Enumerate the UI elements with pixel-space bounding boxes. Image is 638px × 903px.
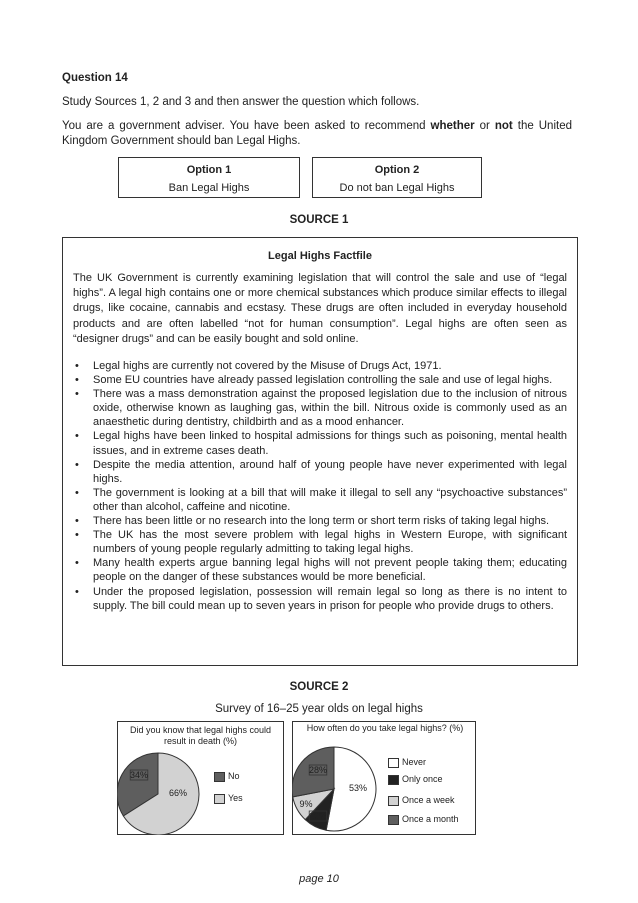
option-1-box	[118, 157, 300, 198]
legend-swatch	[388, 815, 399, 825]
option-2-heading: Option 2	[374, 164, 420, 176]
legend-swatch	[214, 772, 225, 782]
whether-word: whether	[430, 120, 475, 132]
survey-title: Survey of 16–25 year olds on legal highs	[215, 703, 423, 715]
factfile-bullets	[73, 359, 567, 613]
chart-1-legend-no: No	[214, 771, 240, 782]
chart-2-title: How often do you take legal highs? (%)	[306, 723, 464, 733]
chart-1-title: Did you know that legal highs could result in death (%)	[129, 725, 272, 746]
option-1-text: Ban Legal Highs	[168, 182, 250, 194]
not-word: not	[494, 120, 513, 132]
list-item: • There was a mass demonstration against the proposed legislation due to the inclusion of nitrous oxide, otherwise known as laughing gas, within the bill. Nitrous oxide is commonly used as an anaesthetic during dentistry, childbirth and as a mood enhancer.	[75, 388, 567, 429]
list-item: • Legal highs are currently not covered by the Misuse of Drugs Act, 1971.	[75, 360, 442, 372]
chart-frequency	[292, 721, 476, 835]
chart-1-legend-yes: Yes	[214, 793, 243, 804]
chart-2-legend-never: Never	[388, 757, 426, 768]
chart-2-data-label: 10%	[308, 811, 328, 821]
legend-swatch	[214, 794, 225, 804]
chart-1-pie	[117, 721, 284, 835]
factfile-title: Legal Highs Factfile	[268, 250, 372, 262]
chart-1-data-label: 66%	[168, 788, 188, 798]
chart-2-data-label: 28%	[308, 765, 328, 775]
factfile-box	[62, 237, 578, 666]
chart-death-awareness	[117, 721, 284, 835]
chart-2-legend-once-a-month: Once a month	[388, 814, 459, 825]
list-item: • The government is looking at a bill that will make it illegal to sell any “psychoactive substances” other than alcohol, caffeine and nicotine.	[75, 486, 567, 513]
list-item: • Some EU countries have already passed legislation controlling the sale and use of legal highs.	[75, 374, 553, 387]
chart-2-legend-once-a-week: Once a week	[388, 795, 455, 806]
legend-swatch	[388, 758, 399, 768]
question-scenario: You are a government adviser. You have been asked to recommend whether or not the United Kingdom Government should ban Legal Highs.	[62, 120, 572, 147]
page-number: page 10	[299, 873, 339, 885]
list-item: • The UK has the most severe problem with legal highs in Western Europe, with significant numbers of young people regularly admitting to taking legal highs.	[75, 529, 567, 556]
option-1-heading: Option 1	[186, 164, 232, 176]
list-item: • Legal highs have been linked to hospital admissions for things such as poisoning, mental health issues, and in extreme cases death.	[75, 430, 567, 457]
list-item: • There has been little or no research into the long term or short term risks of taking legal highs.	[75, 515, 550, 528]
list-item: • Under the proposed legislation, possession will remain legal so long as there is no intent to supply. The bill could mean up to seven years in prison for people who provide drugs to others.	[75, 585, 567, 612]
source-2-heading: SOURCE 2	[289, 681, 349, 693]
chart-1-data-label: 34%	[129, 770, 149, 780]
legend-swatch	[388, 775, 399, 785]
chart-2-data-label: 9%	[299, 799, 313, 809]
question-number: Question 14	[62, 72, 128, 84]
list-item: • Many health experts argue banning legal highs will not prevent people taking them; educating people on the danger of these substances would be more beneficial.	[75, 557, 567, 584]
list-item: • Despite the media attention, around half of young people have never experimented with legal highs.	[75, 458, 567, 485]
option-2-box	[312, 157, 482, 198]
option-2-text: Do not ban Legal Highs	[339, 182, 455, 194]
question-instruction: Study Sources 1, 2 and 3 and then answer the question which follows.	[62, 96, 420, 108]
legend-swatch	[388, 796, 399, 806]
source-1-heading: SOURCE 1	[289, 214, 349, 226]
factfile-intro: The UK Government is currently examining legislation that will control the sale and use of “legal highs”. A legal high contains one or more chemical substances which produce similar effects to illegal drugs, like cocaine, cannabis and ecstasy. These drugs are often included in everyday household products and are often labelled “not for human consumption”. Legal highs are often seen as “designer drugs” and can be easily bought and sold online.	[73, 272, 567, 345]
chart-2-data-label: 53%	[348, 783, 368, 793]
chart-2-legend-only-once: Only once	[388, 774, 443, 785]
